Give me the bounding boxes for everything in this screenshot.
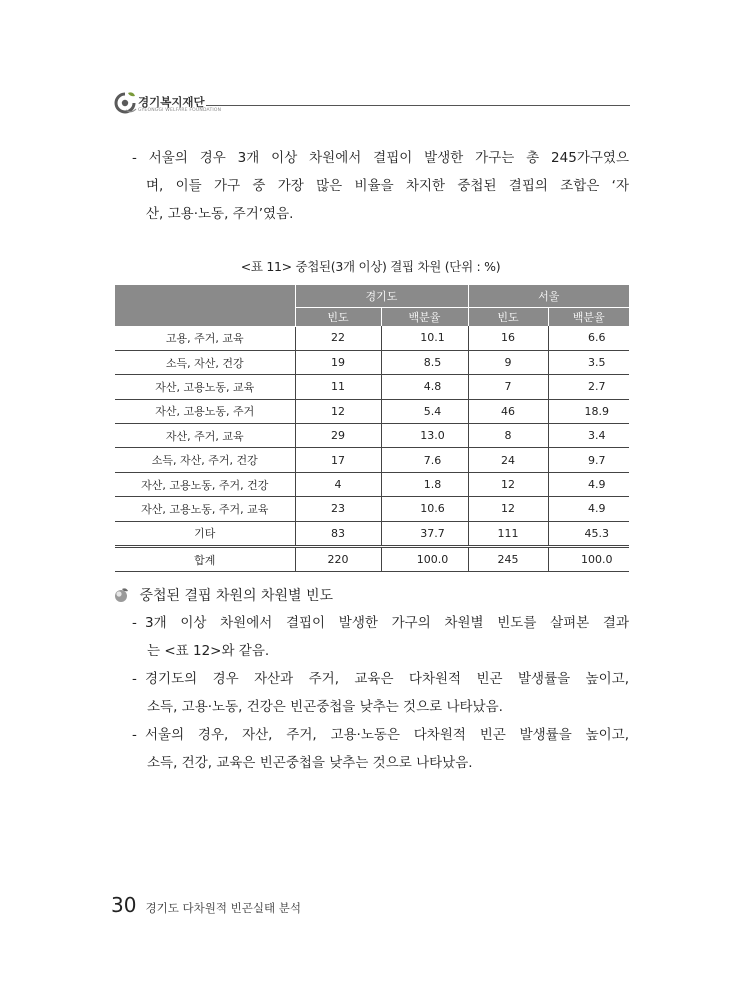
- foundation-logo-icon: [112, 90, 138, 116]
- table-cell: 4: [295, 472, 381, 496]
- table-cell: 2.7: [548, 375, 629, 399]
- column-header: 빈도: [468, 308, 548, 327]
- bullet-item: [132, 665, 629, 721]
- bullet-orb-icon: [113, 587, 129, 603]
- column-group-gyeonggi: 경기도: [295, 285, 468, 308]
- table-cell: 7: [468, 375, 548, 399]
- paragraph-line: 산, 고용·노동, 주거’였음.: [146, 206, 294, 222]
- bullet-line: 3개 이상 차원에서 결핍이 발생한 가구의 차원별 빈도를 살펴본 결과: [145, 615, 629, 631]
- footer-title: 경기도 다차원적 빈곤실태 분석: [145, 901, 301, 915]
- table-cell: 6.6: [548, 326, 629, 350]
- table-cell: 4.9: [548, 472, 629, 496]
- header-divider: [206, 105, 630, 106]
- bullet-line: 소득, 건강, 교육은 빈곤중첩을 낮추는 것으로 나타났음.: [147, 755, 473, 771]
- table-cell: 3.5: [548, 350, 629, 374]
- bullet-line: 소득, 고용·노동, 건강은 빈곤중첩을 낮추는 것으로 나타났음.: [147, 699, 503, 715]
- table-row: [115, 521, 629, 546]
- table-cell: 1.8: [381, 472, 468, 496]
- table-cell: 10.1: [381, 326, 468, 350]
- table-cell: 4.9: [548, 497, 629, 521]
- table-row: [115, 448, 629, 472]
- row-label: 소득, 자산, 주거, 건강: [115, 448, 295, 472]
- row-label: 자산, 고용노동, 주거, 건강: [115, 472, 295, 496]
- table-cell: 11: [295, 375, 381, 399]
- section-title: 중첩된 결핍 차원의 차원별 빈도: [139, 588, 334, 604]
- row-label: 기타: [115, 521, 295, 546]
- table-cell: 17: [295, 448, 381, 472]
- table-cell: 220: [295, 547, 381, 572]
- table-cell: 10.6: [381, 497, 468, 521]
- section-heading: [113, 585, 333, 605]
- paragraph-seoul-summary: [132, 144, 629, 228]
- table-cell: 83: [295, 521, 381, 546]
- bullet-dash: -: [132, 727, 137, 743]
- bullet-line: 경기도의 경우 자산과 주거, 교육은 다차원적 빈곤 발생률을 높이고,: [145, 671, 629, 687]
- table-cell: 9: [468, 350, 548, 374]
- table-cell: 29: [295, 424, 381, 448]
- table-cell: 12: [295, 399, 381, 423]
- table-cell: 8: [468, 424, 548, 448]
- table-cell: 100.0: [381, 547, 468, 572]
- table-row: [115, 472, 629, 496]
- table-cell: 9.7: [548, 448, 629, 472]
- page-header: [112, 88, 630, 118]
- table-cell: 13.0: [381, 424, 468, 448]
- row-label: 자산, 주거, 교육: [115, 424, 295, 448]
- table-cell: 37.7: [381, 521, 468, 546]
- row-label: 자산, 고용노동, 교육: [115, 375, 295, 399]
- page-footer: [111, 893, 301, 917]
- bullet-line: 는 <표 12>와 같음.: [147, 643, 270, 659]
- table-cell: 19: [295, 350, 381, 374]
- table-cell: 22: [295, 326, 381, 350]
- table-cell: 100.0: [548, 547, 629, 572]
- bullet-item: [132, 721, 629, 777]
- table-row: [115, 350, 629, 374]
- table-cell: 4.8: [381, 375, 468, 399]
- table-row: [115, 424, 629, 448]
- table-row: [115, 399, 629, 423]
- table-cell: 23: [295, 497, 381, 521]
- column-group-seoul: 서울: [468, 285, 629, 308]
- table-caption: <표 11> 중첩된(3개 이상) 결핍 차원 (단위 : %): [240, 259, 501, 274]
- column-header: 백분율: [381, 308, 468, 327]
- table-cell: 12: [468, 497, 548, 521]
- page-number: 30: [111, 893, 137, 917]
- table-cell: 24: [468, 448, 548, 472]
- column-header: 빈도: [295, 308, 381, 327]
- table-cell: 3.4: [548, 424, 629, 448]
- table-cell: 12: [468, 472, 548, 496]
- row-label: 자산, 고용노동, 주거, 교육: [115, 497, 295, 521]
- paragraph-line: - 서울의 경우 3개 이상 차원에서 결핍이 발생한 가구는 총 245가구였으: [132, 150, 629, 166]
- foundation-subtitle: GYEONGGI WELFARE FOUNDATION: [138, 108, 222, 113]
- table-cell: 7.6: [381, 448, 468, 472]
- deprivation-table: [115, 285, 629, 572]
- bullet-dash: -: [132, 615, 137, 631]
- column-header: 백분율: [548, 308, 629, 327]
- table-row: [115, 375, 629, 399]
- table-cell: 18.9: [548, 399, 629, 423]
- table-cell: 46: [468, 399, 548, 423]
- row-label: 고용, 주거, 교육: [115, 326, 295, 350]
- bullet-item: [132, 609, 629, 665]
- table-row: [115, 497, 629, 521]
- table-header-row: [115, 285, 629, 308]
- row-label: 합계: [115, 547, 295, 572]
- table-cell: 45.3: [548, 521, 629, 546]
- table-header-blank: [115, 285, 295, 326]
- bullet-line: 서울의 경우, 자산, 주거, 고용·노동은 다차원적 빈곤 발생률을 높이고,: [145, 727, 629, 743]
- row-label: 자산, 고용노동, 주거: [115, 399, 295, 423]
- table-total-row: [115, 547, 629, 572]
- paragraph-line: 며, 이들 가구 중 가장 많은 비율을 차지한 중첩된 결핍의 조합은 ‘자: [146, 178, 629, 194]
- table-cell: 245: [468, 547, 548, 572]
- row-label: 소득, 자산, 건강: [115, 350, 295, 374]
- bullet-dash: -: [132, 671, 137, 687]
- table-cell: 8.5: [381, 350, 468, 374]
- table-cell: 16: [468, 326, 548, 350]
- table-row: [115, 326, 629, 350]
- table-cell: 5.4: [381, 399, 468, 423]
- foundation-name: 경기복지재단: [138, 95, 205, 109]
- table-cell: 111: [468, 521, 548, 546]
